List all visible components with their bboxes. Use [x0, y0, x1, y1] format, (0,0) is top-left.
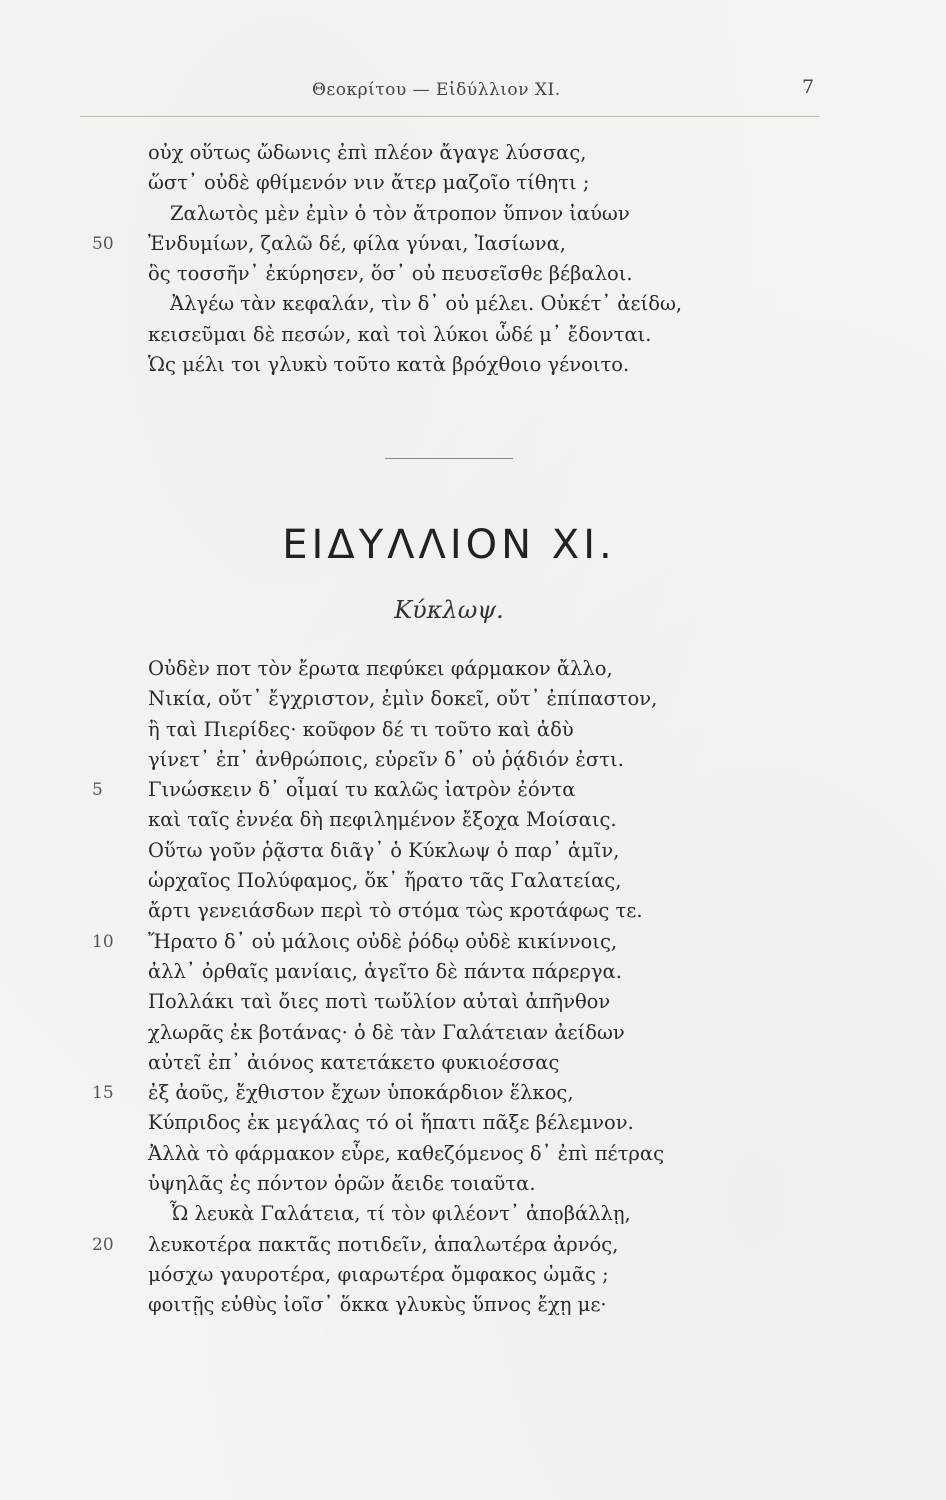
- page-number: 7: [802, 76, 815, 98]
- verse-line: [0, 896, 946, 926]
- line-number: 50: [92, 233, 114, 254]
- verse-text: Πολλάκι ταὶ ὄιες ποτὶ τωὔλίον αὐταὶ ἀπῆνθον: [148, 990, 611, 1014]
- verse-line: [0, 320, 946, 350]
- verse-text: Ὡς μέλι τοι γλυκὺ τοῦτο κατὰ βρόχθοιο γένοιτο.: [148, 353, 630, 377]
- verse-line: [0, 775, 946, 805]
- poem-title: ΕΙΔΥΛΛΙΟΝ XI.: [282, 522, 616, 568]
- poem-body: [0, 654, 946, 1321]
- verse-line: [0, 138, 946, 168]
- verse-text: ὡρχαῖος Πολύφαμος, ὅκ᾽ ἤρατο τᾶς Γαλατείας,: [148, 869, 622, 893]
- verse-text: Γινώσκειν δ᾽ οἶμαί τυ καλῶς ἰατρὸν ἐόντα: [148, 778, 576, 802]
- verse-text: ἄρτι γενειάσδων περὶ τὸ στόμα τὼς κροτάφως τε.: [148, 899, 643, 923]
- verse-text: Ἤρατο δ᾽ οὐ μάλοις οὐδὲ ῥόδῳ οὐδὲ κικίννοις,: [148, 929, 618, 953]
- verse-line: [0, 1260, 946, 1290]
- verse-line: [0, 229, 946, 259]
- verse-line: [0, 199, 946, 229]
- verse-line: [0, 168, 946, 198]
- verse-line: [0, 866, 946, 896]
- line-number: 20: [92, 1234, 114, 1255]
- verse-text: Νικία, οὔτ᾽ ἔγχριστον, ἐμὶν δοκεῖ, οὔτ᾽ ἐπίπαστον,: [148, 687, 658, 711]
- verse-text: Κύπριδος ἐκ μεγάλας τό οἱ ἥπατι πᾶξε βέλεμνον.: [148, 1111, 634, 1135]
- verse-text: Ὦ λευκὰ Γαλάτεια, τί τὸν φιλέοντ᾽ ἀποβάλλῃ,: [170, 1202, 631, 1226]
- verse-text: Οὕτω γοῦν ῥᾷστα διᾶγ᾽ ὁ Κύκλωψ ὁ παρ᾽ ἁμῖν,: [148, 838, 620, 862]
- verse-text: οὐχ οὕτως ὤδωνις ἐπὶ πλέον ἄγαγε λύσσας,: [148, 141, 587, 164]
- verse-text: ὃς τοσσῆν᾽ ἐκύρησεν, ὅσ᾽ οὐ πευσεῖσθε βέβαλοι.: [148, 262, 633, 286]
- verse-text: αὐτεῖ ἐπ᾽ ἀιόνος κατετάκετο φυκιοέσσας: [148, 1050, 560, 1074]
- verse-text: ὥστ᾽ οὐδὲ φθίμενόν νιν ἄτερ μαζοῖο τίθητι ;: [148, 171, 590, 195]
- verse-text: καὶ ταῖς ἐννέα δὴ πεφιλημένον ἔξοχα Μοίσαις.: [148, 808, 617, 832]
- verse-text: ἢ ταὶ Πιερίδες· κοῦφον δέ τι τοῦτο καὶ ἁδὺ: [148, 717, 574, 741]
- header-rule: [80, 116, 820, 117]
- line-number: 10: [92, 931, 114, 952]
- verse-line: [0, 350, 946, 380]
- poem-subtitle: Κύκλωψ.: [394, 596, 504, 624]
- previous-poem-ending: [0, 138, 946, 380]
- verse-text: Ἀλγέω τὰν κεφαλάν, τὶν δ᾽ οὐ μέλει. Οὐκέτ᾽ ἀείδω,: [170, 292, 683, 316]
- verse-text: χλωρᾶς ἐκ βοτάνας· ὁ δὲ τὰν Γαλάτειαν ἀείδων: [148, 1020, 625, 1044]
- verse-text: ἀλλ᾽ ὀρθαῖς μανίαις, ἁγεῖτο δὲ πάντα πάρεργα.: [148, 959, 622, 983]
- running-head: Θεοκρίτου — Εἰδύλλιον XI.: [312, 80, 561, 100]
- verse-line: [0, 805, 946, 835]
- verse-line: [0, 745, 946, 775]
- verse-text: κεισεῦμαι δὲ πεσών, καὶ τοὶ λύκοι ὧδέ μ᾽ ἔδονται.: [148, 322, 652, 346]
- verse-line: [0, 1169, 946, 1199]
- verse-line: [0, 1199, 946, 1229]
- verse-line: [0, 836, 946, 866]
- verse-line: [0, 1230, 946, 1260]
- verse-text: ὑψηλᾶς ἐς πόντον ὁρῶν ἄειδε τοιαῦτα.: [148, 1172, 536, 1196]
- verse-text: φοιτῇς εὐθὺς ἰοῖσ᾽ ὅκκα γλυκὺς ὕπνος ἔχῃ με·: [148, 1293, 607, 1317]
- verse-text: Οὐδὲν ποτ τὸν ἔρωτα πεφύκει φάρμακον ἄλλο,: [148, 657, 613, 680]
- verse-line: [0, 957, 946, 987]
- verse-line: [0, 289, 946, 319]
- verse-text: γίνετ᾽ ἐπ᾽ ἀνθρώποις, εὑρεῖν δ᾽ οὐ ῥᾴδιόν ἐστι.: [148, 747, 624, 771]
- verse-line: [0, 715, 946, 745]
- verse-line: [0, 1078, 946, 1108]
- verse-line: [0, 927, 946, 957]
- verse-line: [0, 987, 946, 1017]
- verse-text: μόσχω γαυροτέρα, φιαρωτέρα ὄμφακος ὠμᾶς ;: [148, 1262, 609, 1286]
- verse-line: [0, 1290, 946, 1320]
- line-number: 15: [92, 1083, 114, 1104]
- verse-line: [0, 1048, 946, 1078]
- verse-text: ἐξ ἀοῦς, ἔχθιστον ἔχων ὑποκάρδιον ἕλκος,: [148, 1081, 574, 1105]
- line-number: 5: [92, 780, 103, 801]
- verse-text: λευκοτέρα πακτᾶς ποτιδεῖν, ἁπαλωτέρα ἀρνός,: [148, 1232, 619, 1256]
- verse-line: [0, 1108, 946, 1138]
- verse-line: [0, 1018, 946, 1048]
- verse-line: [0, 259, 946, 289]
- section-divider: [385, 458, 513, 459]
- verse-line: [0, 684, 946, 714]
- verse-text: Ἀλλὰ τὸ φάρμακον εὗρε, καθεζόμενος δ᾽ ἐπὶ πέτρας: [148, 1141, 664, 1165]
- verse-text: Ἐνδυμίων, ζαλῶ δέ, φίλα γύναι, Ἰασίωνα,: [148, 231, 566, 255]
- verse-line: [0, 654, 946, 684]
- verse-line: [0, 1139, 946, 1169]
- verse-text: Ζαλωτὸς μὲν ἐμὶν ὁ τὸν ἄτροπον ὕπνον ἰαύων: [170, 201, 630, 225]
